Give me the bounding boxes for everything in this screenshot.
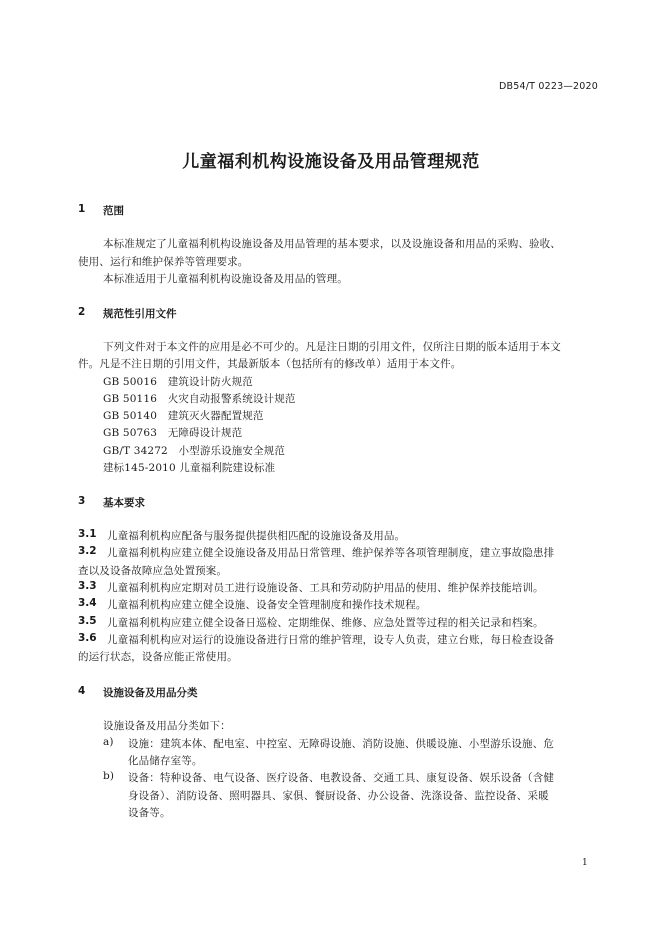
reference-item: GB/T 34272 小型游乐设施安全规范 [103, 445, 286, 457]
list-item-text: 设施：建筑本体、配电室、中控室、无障碍设施、消防设施、供暖设施、小型游乐设施、危 [128, 738, 554, 750]
clause-number: 3.2 [78, 545, 97, 557]
clause-number: 3.4 [78, 597, 97, 609]
section-4-intro: 设施设备及用品分类如下： [103, 720, 231, 732]
reference-item: GB 50116 火灾自动报警系统设计规范 [103, 393, 296, 405]
list-item-text: 化品储存室等。 [128, 755, 203, 767]
clause-number: 3.5 [78, 615, 97, 627]
section-1-heading: 范围 [103, 205, 124, 217]
clause-text: 儿童福利机构应对运行的设施设备进行日常的维护管理，设专人负责，建立台账，每日检查设备 [107, 634, 555, 646]
list-marker: a) [103, 736, 114, 748]
clause-text: 儿童福利机构应配备与服务提供提供相匹配的设施设备及用品。 [107, 530, 406, 542]
page-number: 1 [582, 858, 588, 868]
section-1-line: 本标准规定了儿童福利机构设施设备及用品管理的基本要求，以及设施设备和用品的采购、验收、 [103, 238, 561, 250]
clause-text: 儿童福利机构应建立健全设备日巡检、定期维保、维修、应急处置等过程的相关记录和档案。 [107, 617, 544, 629]
reference-item: GB 50140 建筑灭火器配置规范 [103, 410, 264, 422]
clause-number: 3.6 [78, 632, 97, 644]
clause-text: 的运行状态，设备应能正常使用。 [78, 651, 238, 663]
list-item-text: 身设备）、消防设备、照明器具、家俱、餐厨设备、办公设备、洗涤设备、监控设备、采暖 [128, 790, 549, 802]
section-2-line: 件。凡是不注日期的引用文件，其最新版本（包括所有的修改单）适用于本文件。 [78, 358, 462, 370]
section-4-number: 4 [78, 685, 86, 697]
reference-item: 建标145-2010 儿童福利院建设标准 [103, 462, 276, 474]
section-2-number: 2 [78, 306, 86, 318]
section-1-line: 本标准适用于儿童福利机构设施设备及用品的管理。 [103, 273, 348, 285]
section-2-line: 下列文件对于本文件的应用是必不可少的。凡是注日期的引用文件，仅所注日期的版本适用于本文 [103, 341, 561, 353]
list-item-text: 设备：特种设备、电气设备、医疗设备、电教设备、交通工具、康复设备、娱乐设备（含健 [128, 772, 554, 784]
clause-text: 查以及设备故障应急处置预案。 [78, 565, 228, 577]
reference-item: GB 50763 无障碍设计规范 [103, 427, 243, 439]
clause-text: 儿童福利机构应建立健全设施、设备安全管理制度和操作技术规程。 [107, 599, 427, 611]
list-item-text: 设备等。 [128, 807, 171, 819]
clause-text: 儿童福利机构应定期对员工进行设施设备、工具和劳动防护用品的使用、维护保养技能培训。 [107, 582, 544, 594]
standard-code: DB54/T 0223—2020 [499, 81, 598, 92]
section-3-number: 3 [78, 495, 86, 507]
section-3-heading: 基本要求 [103, 497, 145, 509]
list-marker: b) [103, 770, 115, 782]
clause-number: 3.3 [78, 580, 97, 592]
section-1-number: 1 [78, 203, 86, 215]
document-title: 儿童福利机构设施设备及用品管理规范 [182, 152, 480, 172]
section-2-heading: 规范性引用文件 [103, 308, 177, 320]
clause-text: 儿童福利机构应建立健全设施设备及用品日常管理、维护保养等各项管理制度，建立事故隐患排 [107, 547, 555, 559]
clause-number: 3.1 [78, 528, 97, 540]
reference-item: GB 50016 建筑设计防火规范 [103, 376, 253, 388]
section-1-line: 使用、运行和维护保养等管理要求。 [78, 256, 249, 268]
section-4-heading: 设施设备及用品分类 [103, 687, 198, 699]
